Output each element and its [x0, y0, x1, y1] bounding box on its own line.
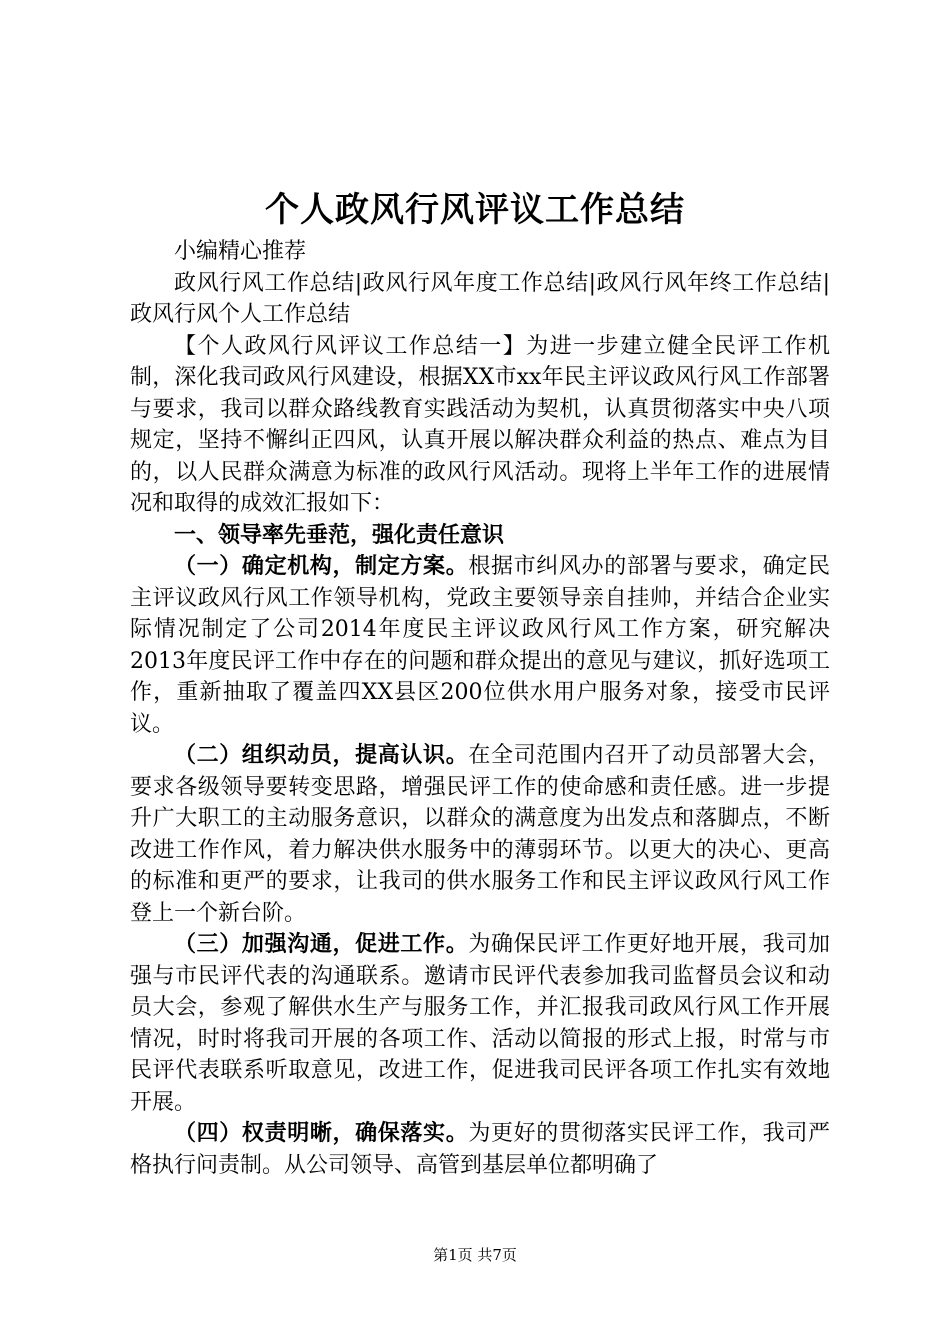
item-text: 为更好的贯彻落实民评工作，我司严格执行问责制。从公司领导、高管到基层单位都明确了: [130, 1121, 830, 1178]
item-lead: （一）确定机构，制定方案。: [174, 553, 469, 579]
item-text: 在全司范围内召开了动员部署大会，要求各级领导要转变思路，增强民评工作的使命感和责任感。进一步提升广大职工的主动服务意识，以群众的满意度为出发点和落脚点，不断改进工作作风，着力解决供水服务中的薄弱环节。以更大的决心、更高的标准和更严的要求，让我司的供水服务工作和民主评议政风行风工作登上一个新台阶。: [130, 743, 830, 926]
intro-paragraph: 【个人政风行风评议工作总结一】为进一步建立健全民评工作机制，深化我司政风行风建设，根据XX市xx年民主评议政风行风工作部署与要求，我司以群众路线教育实践活动为契机，认真贯彻落实中央八项规定，坚持不懈纠正四风，认真开展以解决群众利益的热点、难点为目的，以人民群众满意为标准的政风行风活动。现将上半年工作的进展情况和取得的成效汇报如下：: [130, 333, 830, 516]
paragraph-item-3: [130, 929, 830, 1118]
item-lead: （三）加强沟通，促进工作。: [174, 931, 469, 957]
document-title: 个人政风行风评议工作总结: [265, 190, 685, 230]
section-heading: 一、领导率先垂范，强化责任意识: [174, 521, 505, 548]
document-body: [130, 236, 830, 1181]
item-text: 根据市纠风办的部署与要求，确定民主评议政风行风工作领导机构，党政主要领导亲自挂帅，并结合企业实际情况制定了公司2014年度民主评议政风行风工作方案，研究解决2013年度民评工作中存在的问题和群众提出的意见与建议，抓好选项工作，重新抽取了覆盖四XX县区200位供水用户服务对象，接受市民评议。: [130, 554, 830, 737]
related-links[interactable]: 政风行风工作总结|政风行风年度工作总结|政风行风年终工作总结|政风行风个人工作总结: [130, 270, 830, 327]
paragraph-item-2: [130, 740, 830, 929]
page-footer: 第1页 共7页: [433, 1246, 517, 1264]
paragraph-item-1: [130, 551, 830, 740]
item-lead: （四）权责明晰，确保落实。: [174, 1120, 469, 1146]
paragraph-item-4: [130, 1118, 830, 1181]
item-lead: （二）组织动员，提高认识。: [174, 742, 469, 768]
recommend-line: 小编精心推荐: [174, 239, 307, 264]
item-text: 为确保民评工作更好地开展，我司加强与市民评代表的沟通联系。邀请市民评代表参加我司监督员会议和动员大会，参观了解供水生产与服务工作，并汇报我司政风行风工作开展情况，时时将我司开展的各项工作、活动以简报的形式上报，时常与市民评代表联系听取意见，改进工作，促进我司民评各项工作扎实有效地开展。: [130, 932, 830, 1115]
